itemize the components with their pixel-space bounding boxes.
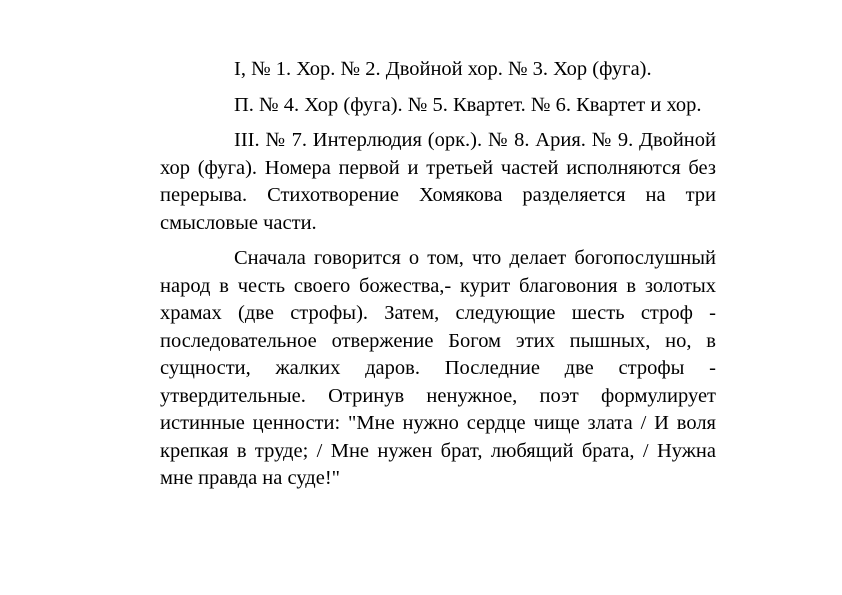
paragraph-part-three: III. № 7. Интерлюдия (орк.). № 8. Ария. № 9. Двойной хор (фуга). Номера первой и третьей частей исполняются без перерыва. Стихотворение Хомякова разделяется на три смысловые части. [160,129,716,234]
document-text [160,56,716,501]
paragraph-part-two: П. № 4. Хор (фуга). № 5. Квартет. № 6. Квартет и хор. [234,93,702,116]
paragraph-part-one: I, № 1. Хор. № 2. Двойной хор. № 3. Хор (фуга). [234,58,652,80]
paragraph-poem-description: Сначала говорится о том, что делает богопослушный народ в честь своего божества,- курит благовония в золотых храмах (две строфы). Затем, следующие шесть строф - последовательное отвержение Богом этих пышных, но, в сущности, жалких даров. Последние две строфы - утвердительные. Отринув ненужное, поэт формулирует истинные ценности: "Мне нужно сердце чище злата / И воля крепкая в труде; / Мне нужен брат, любящий брата, / Нужна мне правда на суде!" [160,247,716,489]
